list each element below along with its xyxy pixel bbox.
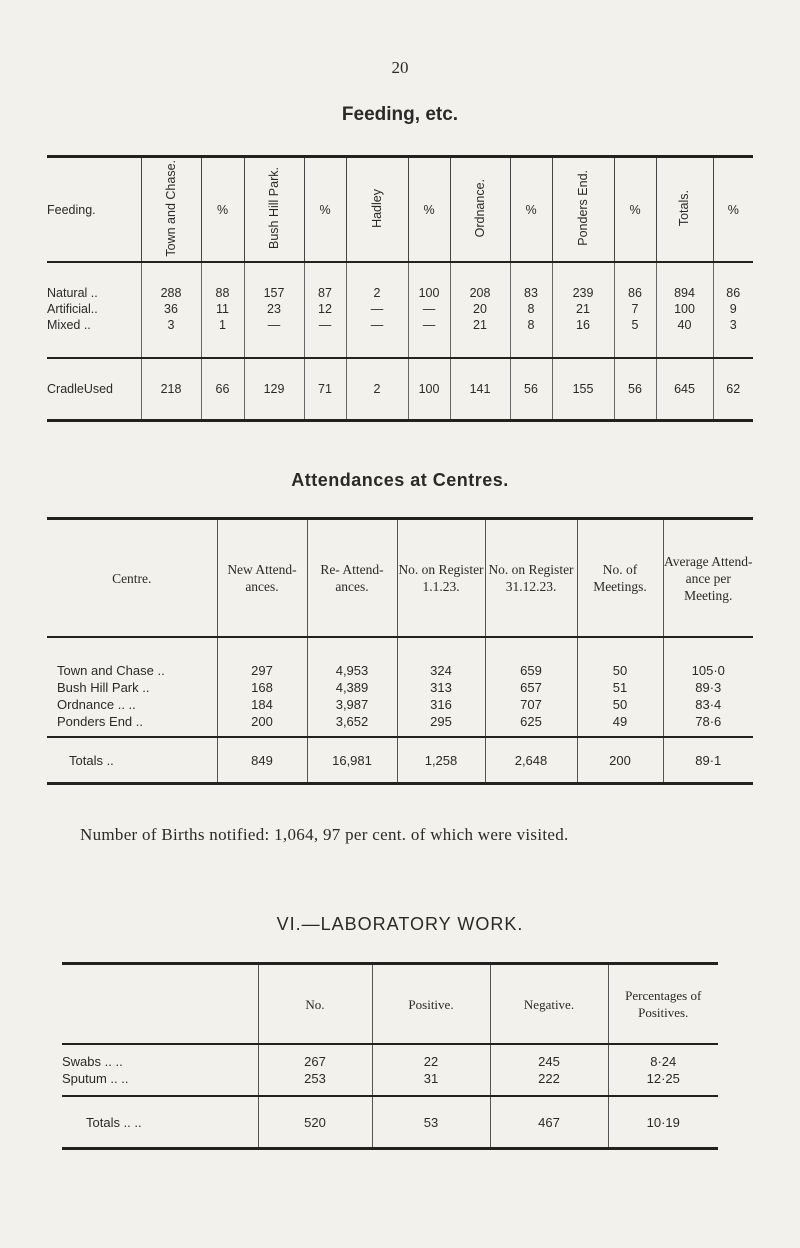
table-cell: 89·1 xyxy=(663,737,753,784)
table-cell xyxy=(346,333,408,358)
table-cell: — xyxy=(346,301,408,317)
table-cell xyxy=(304,333,346,358)
feeding-header-cell xyxy=(346,157,408,263)
table-cell: 313 xyxy=(397,679,485,696)
attendances-title: Attendances at Centres. xyxy=(291,470,509,490)
table-cell: Artificial.. xyxy=(47,302,98,316)
feeding-header-cell xyxy=(141,157,201,263)
table-cell: 222 xyxy=(490,1070,608,1096)
table-cell: 200 xyxy=(577,737,663,784)
table-cell: 849 xyxy=(217,737,307,784)
table-cell: 297 xyxy=(217,637,307,679)
table-cell xyxy=(510,333,552,358)
table-cell: 53 xyxy=(372,1096,490,1149)
header-label: Hadley xyxy=(369,188,384,228)
table-cell: Totals .. .. xyxy=(62,1096,258,1149)
table-cell: 3,987 xyxy=(307,696,397,713)
table-cell: 707 xyxy=(485,696,577,713)
header-label: Ordnance. xyxy=(472,178,487,238)
table-cell: 31 xyxy=(372,1070,490,1096)
table-cell: 78·6 xyxy=(663,713,753,737)
table-cell: 86 xyxy=(713,262,753,301)
table-cell: 245 xyxy=(490,1044,608,1070)
table-cell: 2 xyxy=(346,358,408,421)
table-cell: 50 xyxy=(577,637,663,679)
table-cell: 467 xyxy=(490,1096,608,1149)
feeding-row xyxy=(47,317,753,333)
table-cell xyxy=(408,333,450,358)
header-label: % xyxy=(629,202,641,217)
table-cell: 295 xyxy=(397,713,485,737)
table-cell: 86 xyxy=(614,262,656,301)
table-cell: Ponders End .. xyxy=(57,714,143,729)
table-cell: 71 xyxy=(304,358,346,421)
header-label: % xyxy=(423,202,435,217)
table-cell: 21 xyxy=(552,301,614,317)
table-cell: 105·0 xyxy=(663,637,753,679)
feeding-header-cell xyxy=(510,157,552,263)
table-cell: 89·3 xyxy=(663,679,753,696)
header-cell: No. on Register 1.1.23. xyxy=(397,519,485,638)
table-cell: 62 xyxy=(713,358,753,421)
table-cell: 316 xyxy=(397,696,485,713)
table-cell: 1,258 xyxy=(397,737,485,784)
header-label: Feeding. xyxy=(47,202,96,217)
header-label: Bush Hill Park. xyxy=(266,167,281,249)
table-cell: 36 xyxy=(141,301,201,317)
cradle-used-row xyxy=(47,358,753,421)
page-number: 20 xyxy=(391,58,409,77)
table-cell: 5 xyxy=(614,317,656,333)
table-cell: 184 xyxy=(217,696,307,713)
table-cell: — xyxy=(346,317,408,333)
table-cell: 659 xyxy=(485,637,577,679)
table-cell: 22 xyxy=(372,1044,490,1070)
table-cell: 100 xyxy=(408,358,450,421)
table-cell: 8·24 xyxy=(608,1044,718,1070)
table-cell: Swabs .. .. xyxy=(62,1054,123,1069)
header-cell: Positive. xyxy=(372,964,490,1045)
table-cell: 50 xyxy=(577,696,663,713)
table-cell: 3 xyxy=(713,317,753,333)
table-cell: Town and Chase .. xyxy=(57,663,165,678)
table-cell: 288 xyxy=(141,262,201,301)
table-cell: — xyxy=(408,317,450,333)
table-cell: — xyxy=(304,317,346,333)
feeding-header-cell xyxy=(244,157,304,263)
header-label: % xyxy=(727,202,739,217)
table-cell: 100 xyxy=(656,301,713,317)
header-cell: Average Attend- ance per Meeting. xyxy=(663,519,753,638)
table-cell: 657 xyxy=(485,679,577,696)
attendance-row xyxy=(47,713,753,737)
table-cell: 645 xyxy=(656,358,713,421)
table-cell: 218 xyxy=(141,358,201,421)
births-note: Number of Births notified: 1,064, 97 per cent. of which were visited. xyxy=(80,825,569,844)
feeding-header-cell xyxy=(450,157,510,263)
feeding-header-cell xyxy=(47,157,141,263)
table-cell: 200 xyxy=(217,713,307,737)
header-cell: New Attend- ances. xyxy=(217,519,307,638)
table-cell xyxy=(141,333,201,358)
table-cell: 10·19 xyxy=(608,1096,718,1149)
feeding-table xyxy=(47,155,753,422)
table-cell: 168 xyxy=(217,679,307,696)
table-cell: 3,652 xyxy=(307,713,397,737)
table-cell: 40 xyxy=(656,317,713,333)
table-cell: Natural .. xyxy=(47,286,98,300)
table-cell: 2,648 xyxy=(485,737,577,784)
feeding-header-cell xyxy=(408,157,450,263)
table-cell: Mixed .. xyxy=(47,318,91,332)
table-cell: Ordnance .. .. xyxy=(57,697,136,712)
feeding-header-cell xyxy=(304,157,346,263)
table-cell: 49 xyxy=(577,713,663,737)
table-cell: 324 xyxy=(397,637,485,679)
header-cell: Percentages of Positives. xyxy=(608,964,718,1045)
table-cell: 100 xyxy=(408,262,450,301)
table-cell: 239 xyxy=(552,262,614,301)
table-cell: 208 xyxy=(450,262,510,301)
table-cell xyxy=(552,333,614,358)
header-cell: Re- Attend- ances. xyxy=(307,519,397,638)
header-label: % xyxy=(525,202,537,217)
attendance-row xyxy=(47,696,753,713)
header-label: Totals. xyxy=(677,189,691,227)
table-cell: 141 xyxy=(450,358,510,421)
table-cell: 88 xyxy=(201,262,244,301)
laboratory-table xyxy=(62,962,718,1150)
table-cell: 7 xyxy=(614,301,656,317)
feeding-header-row xyxy=(47,157,753,263)
laboratory-row xyxy=(62,1044,718,1070)
feeding-header-cell xyxy=(201,157,244,263)
laboratory-row xyxy=(62,1070,718,1096)
table-cell xyxy=(201,333,244,358)
table-cell: 4,953 xyxy=(307,637,397,679)
table-cell: 894 xyxy=(656,262,713,301)
header-cell xyxy=(62,964,258,1045)
header-cell: Negative. xyxy=(490,964,608,1045)
table-cell: 11 xyxy=(201,301,244,317)
table-cell: 267 xyxy=(258,1044,372,1070)
attendances-header-row xyxy=(47,519,753,638)
table-cell: 56 xyxy=(510,358,552,421)
header-label: % xyxy=(216,202,229,217)
attendances-table xyxy=(47,517,753,785)
table-cell: 83 xyxy=(510,262,552,301)
table-cell xyxy=(450,333,510,358)
table-cell: 155 xyxy=(552,358,614,421)
table-cell xyxy=(614,333,656,358)
table-cell: 3 xyxy=(141,317,201,333)
table-cell: Bush Hill Park .. xyxy=(57,680,150,695)
table-cell: 21 xyxy=(450,317,510,333)
table-cell: 2 xyxy=(346,262,408,301)
table-cell: 9 xyxy=(713,301,753,317)
table-cell: 16 xyxy=(552,317,614,333)
table-cell: 20 xyxy=(450,301,510,317)
header-cell: No. of Meetings. xyxy=(577,519,663,638)
header-cell: No. xyxy=(258,964,372,1045)
table-cell: — xyxy=(244,317,304,333)
table-cell: 625 xyxy=(485,713,577,737)
table-cell: 8 xyxy=(510,317,552,333)
table-cell xyxy=(656,333,713,358)
table-cell: 23 xyxy=(244,301,304,317)
table-cell: 87 xyxy=(304,262,346,301)
attendance-row xyxy=(47,679,753,696)
laboratory-title: VI.—LABORATORY WORK. xyxy=(276,914,524,934)
table-cell: Totals .. xyxy=(47,737,217,784)
header-cell: No. on Register 31.12.23. xyxy=(485,519,577,638)
table-cell: 12 xyxy=(304,301,346,317)
table-cell: 16,981 xyxy=(307,737,397,784)
table-cell xyxy=(713,333,753,358)
table-cell: Sputum .. .. xyxy=(62,1071,129,1086)
table-cell: 56 xyxy=(614,358,656,421)
table-cell: 1 xyxy=(201,317,244,333)
laboratory-header-row xyxy=(62,964,718,1045)
feeding-row xyxy=(47,262,753,301)
table-cell xyxy=(47,333,141,358)
spacer-row xyxy=(47,333,753,358)
feeding-title: Feeding, etc. xyxy=(341,104,459,125)
table-cell xyxy=(244,333,304,358)
table-cell: 51 xyxy=(577,679,663,696)
table-cell: 157 xyxy=(244,262,304,301)
feeding-header-cell xyxy=(713,157,753,263)
feeding-header-cell xyxy=(552,157,614,263)
table-cell: 8 xyxy=(510,301,552,317)
feeding-header-cell xyxy=(614,157,656,263)
table-cell: 129 xyxy=(244,358,304,421)
feeding-row xyxy=(47,301,753,317)
table-cell: — xyxy=(408,301,450,317)
table-cell: 12·25 xyxy=(608,1070,718,1096)
header-cell: Centre. xyxy=(47,519,217,638)
table-cell: 66 xyxy=(201,358,244,421)
table-cell: 83·4 xyxy=(663,696,753,713)
header-label: % xyxy=(319,202,331,217)
table-cell: 4,389 xyxy=(307,679,397,696)
feeding-header-cell xyxy=(656,157,713,263)
header-label: Ponders End. xyxy=(575,170,590,246)
attendance-row xyxy=(47,637,753,679)
table-cell: CradleUsed xyxy=(47,358,141,421)
table-cell: 253 xyxy=(258,1070,372,1096)
attendance-totals-row xyxy=(47,737,753,784)
header-label: Town and Chase. xyxy=(163,159,178,257)
laboratory-totals-row xyxy=(62,1096,718,1149)
table-cell: 520 xyxy=(258,1096,372,1149)
